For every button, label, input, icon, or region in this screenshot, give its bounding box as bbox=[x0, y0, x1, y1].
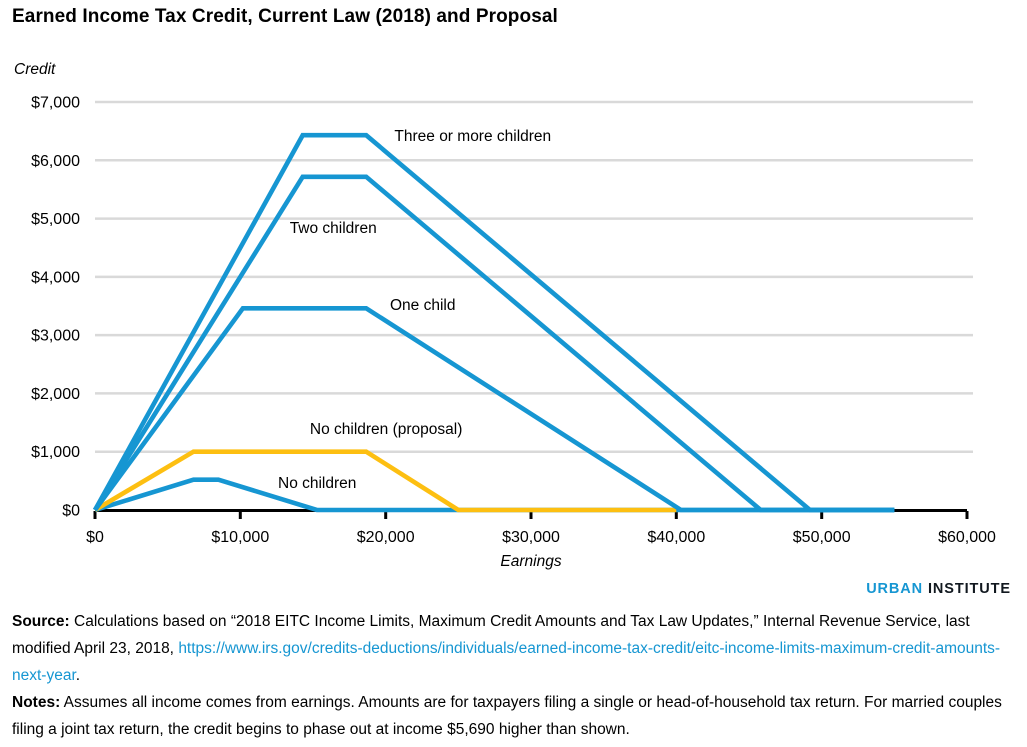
notes-text: Assumes all income comes from earnings. Amounts are for taxpayers filing a single or head-of-household tax return. For married couples filing a joint tax return, the credit begins to phase out at income $5,690 higher than shown. bbox=[12, 694, 1002, 738]
x-tick-label-30000: $30,000 bbox=[502, 529, 560, 546]
chart-title: Earned Income Tax Credit, Current Law (2018) and Proposal bbox=[12, 6, 558, 27]
notes-paragraph bbox=[12, 689, 1016, 743]
source-label: Source: bbox=[12, 613, 70, 630]
series-line-no-children bbox=[95, 480, 894, 510]
source-suffix: . bbox=[75, 667, 81, 684]
y-axis-title: Credit bbox=[14, 61, 56, 78]
x-axis-title: Earnings bbox=[500, 553, 562, 570]
y-tick-label-1000: $1,000 bbox=[31, 444, 80, 462]
series-label-two-children: Two children bbox=[289, 220, 377, 238]
notes-label: Notes: bbox=[12, 694, 61, 711]
source-text: Calculations based on “2018 EITC Income Limits, Maximum Credit Amounts and Tax Law Updates,” Internal Revenue Service, last modified April 23, 2018, bbox=[12, 613, 970, 657]
logo-institute-text: INSTITUTE bbox=[927, 581, 1011, 597]
x-tick-label-0: $0 bbox=[86, 529, 104, 546]
x-tick-label-10000: $10,000 bbox=[211, 529, 270, 546]
series-label-no-children: No children bbox=[278, 474, 357, 492]
x-tick-label-40000: $40,000 bbox=[647, 529, 706, 546]
series-label-no-children-proposal: No children (proposal) bbox=[309, 421, 463, 439]
series-label-one-child: One child bbox=[390, 297, 456, 315]
y-tick-label-6000: $6,000 bbox=[31, 152, 80, 170]
footnotes-block bbox=[12, 608, 1016, 743]
series-lines-group bbox=[95, 135, 894, 510]
logo-urban-text: URBAN bbox=[866, 581, 924, 597]
x-tick-label-20000: $20,000 bbox=[356, 529, 415, 546]
urban-institute-logo bbox=[866, 581, 1011, 597]
y-tick-label-5000: $5,000 bbox=[31, 211, 80, 229]
tick-labels-group bbox=[31, 95, 996, 547]
y-tick-label-4000: $4,000 bbox=[31, 269, 80, 287]
series-label-three-or-more-children: Three or more children bbox=[394, 128, 552, 146]
source-paragraph bbox=[12, 608, 1016, 689]
x-tick-label-50000: $50,000 bbox=[792, 529, 851, 546]
y-tick-label-2000: $2,000 bbox=[31, 385, 80, 403]
source-link[interactable]: https://www.irs.gov/credits-deductions/individuals/earned-income-tax-credit/eitc-income-limits-maximum-credit-amounts-next-year bbox=[12, 640, 1001, 684]
y-tick-label-7000: $7,000 bbox=[31, 94, 80, 112]
x-tick-label-60000: $60,000 bbox=[938, 529, 996, 546]
y-tick-label-3000: $3,000 bbox=[31, 327, 80, 345]
y-tick-label-0: $0 bbox=[62, 502, 80, 520]
